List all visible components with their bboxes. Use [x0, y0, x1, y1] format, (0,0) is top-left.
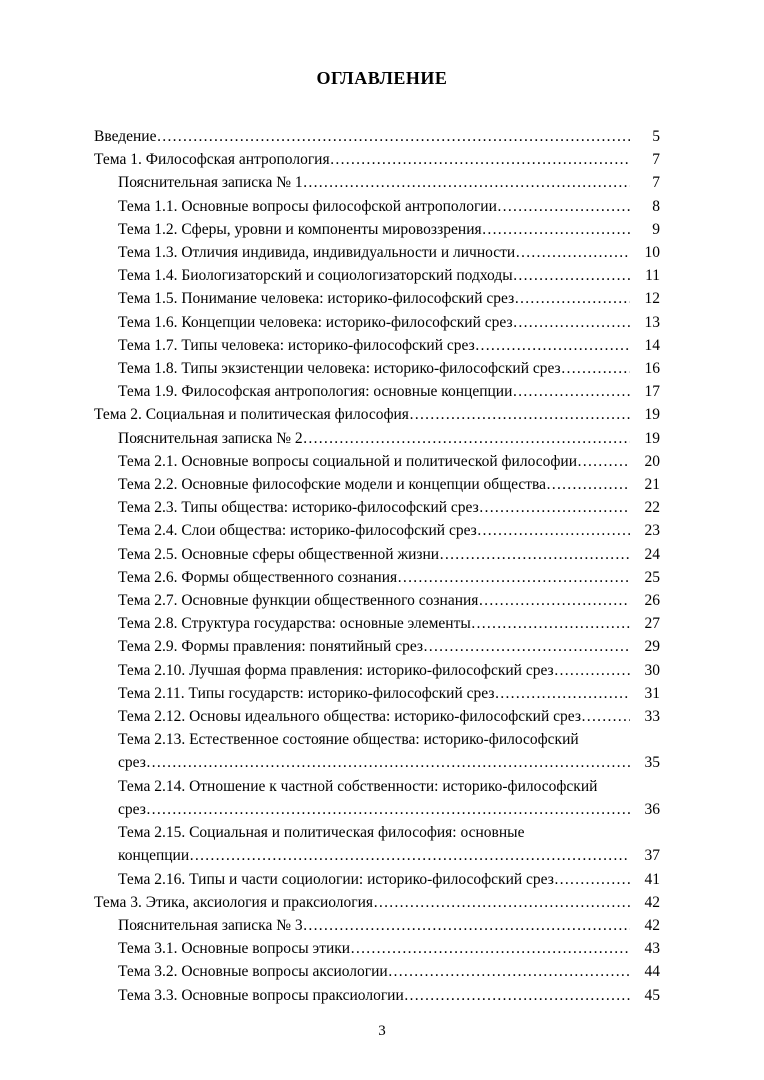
- toc-entry: [94, 473, 660, 496]
- toc-entry-line: [118, 868, 660, 891]
- toc-entry-text: Тема 2.7. Основные функции общественного сознания: [118, 592, 479, 610]
- toc-entry-page: 12: [644, 290, 660, 308]
- toc-entry: [94, 891, 660, 914]
- toc-entry-line: [94, 148, 660, 171]
- toc-leader-dots: [439, 543, 630, 566]
- toc-entry: [94, 705, 660, 728]
- toc-entry-text: концепции: [118, 847, 190, 865]
- toc-entry-page: 7: [652, 151, 660, 169]
- toc-entry-page: 19: [644, 406, 660, 424]
- toc-entry-page: 42: [644, 893, 660, 911]
- toc-entry-page: 36: [644, 800, 660, 818]
- toc-leader-dots: [350, 937, 630, 960]
- toc-entry-page: 30: [644, 661, 660, 679]
- toc-entry-text: Пояснительная записка № 1: [118, 174, 303, 192]
- toc-entry-line: [118, 566, 660, 589]
- toc-entry-line: [118, 334, 660, 357]
- toc-entry-line: [118, 357, 660, 380]
- toc-entry-page: 13: [644, 313, 660, 331]
- toc-leader-dots: [577, 450, 630, 473]
- toc-leader-dots: [146, 751, 630, 774]
- toc-entry-text: Тема 2.14. Отношение к частной собственности: историко-философский: [118, 777, 598, 795]
- toc-entry: [94, 914, 660, 937]
- toc-entry-line: [94, 403, 660, 426]
- toc-leader-dots: [397, 566, 630, 589]
- toc-entry-text: Тема 1.5. Понимание человека: историко-философский срез: [118, 290, 515, 308]
- toc-entry-text: Тема 2.9. Формы правления: понятийный срез: [118, 638, 424, 656]
- toc-leader-dots: [482, 218, 630, 241]
- toc-entry-text: Тема 2.2. Основные философские модели и концепции общества: [118, 476, 547, 494]
- toc-entry-page: 44: [644, 963, 660, 981]
- toc-entry-text: Тема 2.10. Лучшая форма правления: историко-философский срез: [118, 661, 554, 679]
- toc-entry-text: Тема 2.4. Слои общества: историко-философский срез: [118, 522, 477, 540]
- toc-entry-text: Тема 2.15. Социальная и политическая философия: основные: [118, 824, 525, 842]
- toc-entry-line: [118, 380, 660, 403]
- toc-entry: [94, 960, 660, 983]
- toc-entry-page: 43: [644, 940, 660, 958]
- toc-entry-text: Тема 2.11. Типы государств: историко-философский срез: [118, 684, 495, 702]
- toc-leader-dots: [513, 311, 630, 334]
- toc-entry-page: 35: [644, 754, 660, 772]
- toc-entry-line: [118, 798, 660, 821]
- toc-leader-dots: [478, 589, 630, 612]
- toc-entry: [94, 659, 660, 682]
- toc-entry-page: 14: [644, 336, 660, 354]
- toc-entry: [94, 682, 660, 705]
- toc-entry-text: Введение: [94, 128, 157, 145]
- toc-entry-line: [118, 218, 660, 241]
- toc-entry-line: [118, 241, 660, 264]
- toc-entry: [94, 612, 660, 635]
- toc-entry-page: 5: [652, 128, 660, 145]
- toc-entry-line: [118, 473, 660, 496]
- toc-entry-line: [118, 682, 660, 705]
- toc-entry-line: [118, 311, 660, 334]
- toc-entry-text: Тема 2. Социальная и политическая философия: [94, 406, 409, 424]
- toc-leader-dots: [475, 334, 630, 357]
- toc-entry-text: Тема 1.3. Отличия индивида, индивидуальности и личности: [118, 244, 516, 262]
- toc-entry-page: 33: [644, 708, 660, 726]
- toc-entry-line: [118, 984, 660, 1007]
- toc-leader-dots: [479, 496, 630, 519]
- toc-entry: [94, 450, 660, 473]
- toc-entry-line: [118, 612, 660, 635]
- toc-entry-text: Тема 3.1. Основные вопросы этики: [118, 940, 351, 958]
- toc-entry-page: 17: [644, 383, 660, 401]
- toc-entry-text: Тема 2.13. Естественное состояние общества: историко-философский: [118, 731, 579, 749]
- toc-leader-dots: [423, 635, 630, 658]
- toc-entry-text: Тема 2.8. Структура государства: основные элементы: [118, 615, 471, 633]
- toc-leader-dots: [303, 427, 630, 450]
- toc-leader-dots: [330, 148, 630, 171]
- toc-leader-dots: [303, 171, 630, 194]
- toc-entry-line: [118, 751, 660, 774]
- toc-leader-dots: [494, 682, 630, 705]
- toc-entry-text: Тема 1.2. Сферы, уровни и компоненты мировоззрения: [118, 220, 482, 238]
- toc-entry-line: [118, 287, 660, 310]
- toc-entry-text: Тема 1.7. Типы человека: историко-философский срез: [118, 336, 475, 354]
- toc-entry-text: Тема 2.16. Типы и части социологии: историко-философский срез: [118, 870, 554, 888]
- toc-leader-dots: [189, 844, 630, 867]
- toc-entry: [94, 125, 660, 148]
- toc-leader-dots: [497, 195, 630, 218]
- toc-entry-text: Тема 1.9. Философская антропология: основные концепции: [118, 383, 513, 401]
- toc-leader-dots: [512, 380, 630, 403]
- page-title: ОГЛАВЛЕНИЕ: [316, 68, 448, 88]
- toc-entry-page: 26: [644, 592, 660, 610]
- toc-leader-dots: [554, 868, 630, 891]
- toc-entry: [94, 566, 660, 589]
- toc-leader-dots: [561, 357, 630, 380]
- toc-entry-page: 31: [644, 684, 660, 702]
- toc-leader-dots: [514, 287, 630, 310]
- toc-entry: [94, 775, 660, 821]
- toc-leader-dots: [513, 264, 630, 287]
- footer-page-number: 3: [378, 1023, 386, 1039]
- toc-entry: [94, 287, 660, 310]
- toc-entry-line: [118, 427, 660, 450]
- toc-entry: [94, 984, 660, 1007]
- toc-entry-text: Тема 1.8. Типы экзистенции человека: историко-философский срез: [118, 360, 561, 378]
- toc-entry: [94, 218, 660, 241]
- toc-entry: [94, 821, 660, 867]
- toc-entry: [94, 311, 660, 334]
- toc-entry-text: Тема 2.5. Основные сферы общественной жизни: [118, 545, 440, 563]
- toc-leader-dots: [471, 612, 630, 635]
- toc-entry-text: Пояснительная записка № 3: [118, 916, 303, 934]
- toc-entry-line: [118, 728, 660, 751]
- toc-entry-text: Тема 3.2. Основные вопросы аксиологии: [118, 963, 388, 981]
- toc-entry-page: 16: [644, 360, 660, 378]
- toc-entry: [94, 195, 660, 218]
- toc-leader-dots: [404, 984, 630, 1007]
- table-of-contents: [94, 125, 660, 1007]
- toc-entry: [94, 728, 660, 774]
- toc-entry-text: Пояснительная записка № 2: [118, 429, 303, 447]
- toc-entry-line: [118, 775, 660, 798]
- toc-entry-page: 45: [644, 986, 660, 1004]
- toc-entry-line: [118, 450, 660, 473]
- toc-leader-dots: [581, 705, 630, 728]
- toc-entry: [94, 148, 660, 171]
- toc-entry: [94, 241, 660, 264]
- toc-entry: [94, 357, 660, 380]
- toc-entry: [94, 589, 660, 612]
- toc-entry-text: Тема 2.1. Основные вопросы социальной и политической философии: [118, 452, 577, 470]
- toc-entry-text: Тема 1.4. Биологизаторский и социологизаторский подходы: [118, 267, 513, 285]
- toc-entry-page: 19: [644, 429, 660, 447]
- toc-leader-dots: [373, 891, 630, 914]
- toc-entry: [94, 334, 660, 357]
- toc-entry-text: Тема 3. Этика, аксиология и праксиология: [94, 893, 374, 911]
- toc-entry-line: [118, 937, 660, 960]
- toc-leader-dots: [388, 960, 630, 983]
- toc-entry-line: [118, 705, 660, 728]
- toc-entry: [94, 543, 660, 566]
- toc-entry: [94, 171, 660, 194]
- toc-entry-page: 22: [644, 499, 660, 517]
- toc-entry-line: [118, 635, 660, 658]
- toc-entry-page: 24: [644, 545, 660, 563]
- toc-entry-page: 10: [644, 244, 660, 262]
- toc-entry-page: 23: [644, 522, 660, 540]
- toc-entry-text: Тема 1.1. Основные вопросы философской антропологии: [118, 197, 497, 215]
- toc-entry-line: [94, 125, 660, 148]
- toc-entry: [94, 264, 660, 287]
- toc-entry-line: [118, 496, 660, 519]
- toc-leader-dots: [554, 659, 630, 682]
- toc-leader-dots: [477, 519, 630, 542]
- toc-leader-dots: [546, 473, 630, 496]
- toc-entry: [94, 635, 660, 658]
- toc-entry-text: Тема 2.6. Формы общественного сознания: [118, 568, 398, 586]
- toc-entry-line: [118, 264, 660, 287]
- toc-leader-dots: [515, 241, 630, 264]
- toc-entry: [94, 380, 660, 403]
- toc-entry-page: 29: [644, 638, 660, 656]
- toc-entry-text: срез: [118, 800, 146, 818]
- toc-leader-dots: [146, 798, 630, 821]
- toc-entry-text: Тема 1. Философская антропология: [94, 151, 330, 169]
- toc-entry-line: [118, 171, 660, 194]
- toc-entry-line: [118, 960, 660, 983]
- toc-entry: [94, 937, 660, 960]
- toc-entry-line: [118, 589, 660, 612]
- toc-entry-text: Тема 2.12. Основы идеального общества: историко-философский срез: [118, 708, 581, 726]
- toc-entry-line: [118, 914, 660, 937]
- toc-entry-line: [94, 891, 660, 914]
- toc-entry-page: 42: [644, 916, 660, 934]
- toc-entry-line: [118, 195, 660, 218]
- toc-entry-text: срез: [118, 754, 146, 772]
- toc-entry: [94, 427, 660, 450]
- toc-leader-dots: [303, 914, 630, 937]
- toc-entry: [94, 519, 660, 542]
- toc-entry-text: Тема 3.3. Основные вопросы праксиологии: [118, 986, 404, 1004]
- toc-entry-page: 37: [644, 847, 660, 865]
- toc-entry-page: 7: [652, 174, 660, 192]
- toc-entry-text: Тема 1.6. Концепции человека: историко-философский срез: [118, 313, 513, 331]
- toc-leader-dots: [409, 403, 630, 426]
- toc-entry-line: [118, 844, 660, 867]
- toc-entry-line: [118, 821, 660, 844]
- toc-entry-page: 27: [644, 615, 660, 633]
- toc-entry-page: 20: [644, 452, 660, 470]
- toc-leader-dots: [156, 125, 630, 148]
- toc-entry-page: 11: [645, 267, 660, 285]
- toc-entry-page: 25: [644, 568, 660, 586]
- toc-entry-line: [118, 519, 660, 542]
- toc-entry-page: 21: [644, 476, 660, 494]
- toc-entry-line: [118, 659, 660, 682]
- toc-entry-page: 8: [652, 197, 660, 215]
- toc-entry: [94, 496, 660, 519]
- toc-entry-line: [118, 543, 660, 566]
- toc-entry: [94, 403, 660, 426]
- toc-entry: [94, 868, 660, 891]
- toc-entry-page: 9: [652, 220, 660, 238]
- toc-entry-page: 41: [644, 870, 660, 888]
- toc-entry-text: Тема 2.3. Типы общества: историко-философский срез: [118, 499, 479, 517]
